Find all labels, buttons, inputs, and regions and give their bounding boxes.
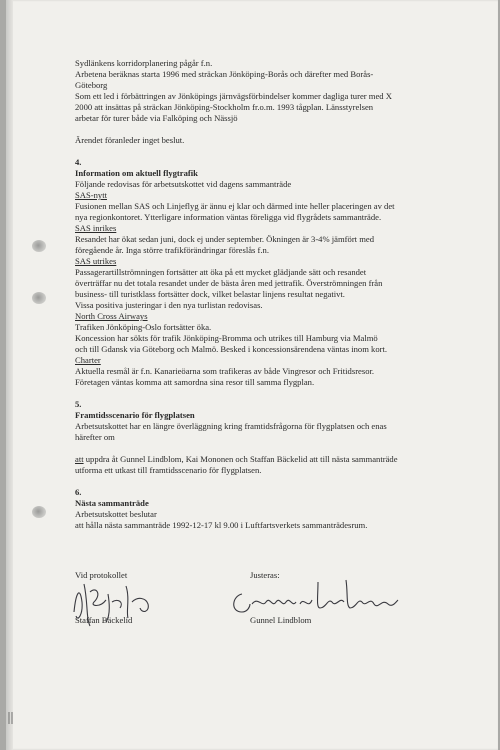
intro-paragraph: [75, 58, 465, 124]
text-line: business- till turistklass fortsätter dock, vilket belastar linjens resultat negativt.: [75, 289, 345, 299]
text-line: Passagerartillströmningen fortsätter att öka på ett mycket glädjande sätt och resandet: [75, 267, 367, 277]
text-line: Företagen väntas komma att samordna sina resor till samma flygplan.: [75, 377, 315, 387]
text-line: Trafiken Jönköping-Oslo fortsätter öka.: [75, 322, 212, 332]
punch-hole: [32, 506, 46, 518]
section-number: 5.: [75, 399, 82, 409]
handwritten-signature-left: [66, 572, 166, 632]
item-label-sas-inrikes: SAS inrikes: [75, 223, 117, 233]
text-line: Fusionen mellan SAS och Linjeflyg är ännu ej klar och därmed inte heller placeringen av det: [75, 201, 395, 211]
text-line: Aktuella resmål är f.n. Kanarieöarna som trafikeras av både Vingresor och Fritidsresor.: [75, 366, 375, 376]
punch-hole: [32, 240, 46, 252]
text-line: 2000 att insättas på sträckan Jönköping-Stockholm fr.o.m. 1993 tågplan. Länsstyrelsen: [75, 102, 374, 112]
text-line: utforma ett utkast till framtidsscenario för flygplatsen.: [75, 465, 262, 475]
decision-text: uppdra åt Gunnel Lindblom, Kai Mononen och Staffan Bäckelid att till nästa sammanträde: [83, 454, 398, 464]
signature-name: Staffan Bäckelid: [75, 615, 133, 625]
handwritten-signature-right: [228, 578, 403, 618]
item-label-north-cross: North Cross Airways: [75, 311, 148, 321]
text-line: Sydlänkens korridorplanering pågår f.n.: [75, 58, 213, 68]
decision-line: [75, 454, 465, 465]
punch-hole: [32, 292, 46, 304]
item-label-charter: Charter: [75, 355, 101, 365]
text-line: Arbetena beräknas starta 1996 med sträckan Jönköping-Borås och därefter med Borås-: [75, 69, 374, 79]
text-line: föregående år. Inga större trafikförändringar föreslås f.n.: [75, 245, 269, 255]
section-heading: Information om aktuell flygtrafik: [75, 168, 198, 178]
signature-label: Justeras:: [250, 570, 280, 580]
text-line: Vissa positiva justeringar i den nya turlistan redovisas.: [75, 300, 263, 310]
section-number: 4.: [75, 157, 82, 167]
signature-label: Vid protokollet: [75, 570, 128, 580]
section-number: 6.: [75, 487, 82, 497]
section-5: [75, 399, 465, 476]
text-line: härefter om: [75, 432, 115, 442]
item-label-sas-utrikes: SAS utrikes: [75, 256, 117, 266]
text-line: nya regionkontoret. Ytterligare information väntas föreligga vid flygrådets sammanträde.: [75, 212, 382, 222]
text-line: överträffar nu det totala resandet under de bästa åren med jettrafik. Överströmningen från: [75, 278, 383, 288]
section-heading: Framtidsscenario för flygplatsen: [75, 410, 195, 420]
text-line: Arbetsutskottet beslutar: [75, 509, 157, 519]
intro-closing: Ärendet föranleder inget beslut.: [75, 135, 185, 145]
page-edge-shadow: [6, 0, 13, 750]
text-line: att hålla nästa sammanträde 1992-12-17 kl 9.00 i Luftfartsverkets sammanträdesrum.: [75, 520, 368, 530]
section-lead: Följande redovisas för arbetsutskottet vid dagens sammanträde: [75, 179, 292, 189]
section-4: [75, 157, 465, 388]
text-line: och till Gdansk via Göteborg och Malmö. Besked i koncessionsärendena väntas inom kort.: [75, 344, 388, 354]
text-line: Koncession har sökts för trafik Jönköping-Bromma och utrikes till Hamburg via Malmö: [75, 333, 378, 343]
section-6: [75, 487, 465, 531]
text-line: Göteborg: [75, 80, 108, 90]
text-line: Resandet har ökat sedan juni, dock ej under september. Ökningen är 3-4% jämfört med: [75, 234, 375, 244]
text-line: Som ett led i förbättringen av Jönköpings järnvägsförbindelser kommer dagliga turer med X: [75, 91, 392, 101]
text-line: Arbetsutskottet har en längre överläggning kring framtidsfrågorna för flygplatsen och enas: [75, 421, 387, 431]
corner-mark: [8, 712, 14, 724]
document-body: [75, 58, 465, 531]
item-label-sas-nytt: SAS-nytt: [75, 190, 107, 200]
decision-prefix: att: [75, 454, 84, 464]
signature-name: Gunnel Lindblom: [250, 615, 312, 625]
text-line: arbetar för turer både via Falköping och Nässjö: [75, 113, 238, 123]
section-heading: Nästa sammanträde: [75, 498, 149, 508]
